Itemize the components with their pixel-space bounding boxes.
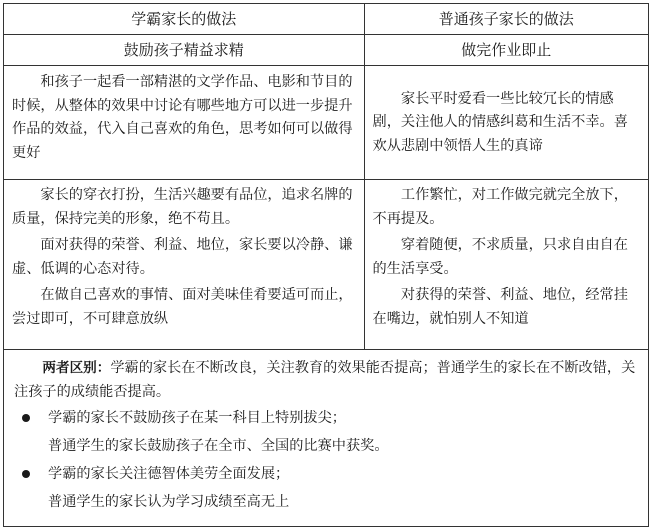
row2-left-cell (4, 180, 364, 350)
bullet-1-line-2: 普通学生的家长鼓励孩子在全市、全国的比赛中获奖。 (48, 438, 389, 454)
summary-label: 两者区别： (42, 360, 111, 376)
bullet-dot-icon (22, 414, 30, 422)
row1-left-cell (4, 66, 364, 180)
col2-header: 普通孩子家长的做法 (364, 4, 648, 35)
row1-right-cell (364, 66, 648, 180)
bullet-2-line-2: 普通学生的家长认为学习成绩至高无上 (48, 494, 290, 510)
col1-header: 学霸家长的做法 (4, 4, 364, 35)
summary-paragraph (14, 356, 638, 404)
col1-subheader: 鼓励孩子精益求精 (4, 35, 364, 66)
bullet-dot-icon (22, 470, 30, 478)
row1-left-text: 和孩子一起看一部精湛的文学作品、电影和节目的时候，从整体的效果中讨论有哪些地方可以进一步提升作品的效益，代入自己喜欢的角色，思考如何可以做得更好 (12, 74, 353, 161)
summary-text: 学霸的家长在不断改良，关注教育的效果能否提高；普通学生的家长在不断改错，关注孩子的成绩能否提高。 (14, 360, 636, 400)
row2-left-para-3: 在做自己喜欢的事情、面对美味佳肴要适可而止，尝过即可，不可肆意放纵 (12, 287, 353, 327)
summary-section (4, 350, 648, 514)
bullet-item-2 (14, 462, 638, 514)
row1-right-text: 家长平时爱看一些比较冗长的情感剧，关注他人的情感纠葛和生活不幸。喜欢从悲剧中领悟人生的真谛 (372, 90, 628, 154)
row2-left-para-1: 家长的穿衣打扮，生活兴趣要有品位，追求名牌的质量，保持完美的形象，绝不苟且。 (12, 187, 353, 227)
row2-right-para-3: 对获得的荣誉、利益、地位，经常挂在嘴边，就怕别人不知道 (372, 287, 628, 327)
row2-right-para-2: 穿着随便，不求质量，只求自由自在的生活享受。 (372, 237, 628, 277)
bullet-1-line-1: 学霸的家长不鼓励孩子在某一科目上特别拔尖； (48, 410, 346, 426)
bullet-item-1 (14, 406, 638, 458)
row2-left-para-2: 面对获得的荣誉、利益、地位，家长要以冷静、谦虚、低调的心态对待。 (12, 237, 353, 277)
row2-right-cell (364, 180, 648, 350)
col2-subheader: 做完作业即止 (364, 35, 648, 66)
bullet-2-line-1: 学霸的家长关注德智体美劳全面发展； (48, 466, 290, 482)
comparison-document (3, 3, 649, 527)
comparison-table (4, 4, 648, 350)
row2-right-para-1: 工作繁忙，对工作做完就完全放下，不再提及。 (372, 187, 628, 227)
